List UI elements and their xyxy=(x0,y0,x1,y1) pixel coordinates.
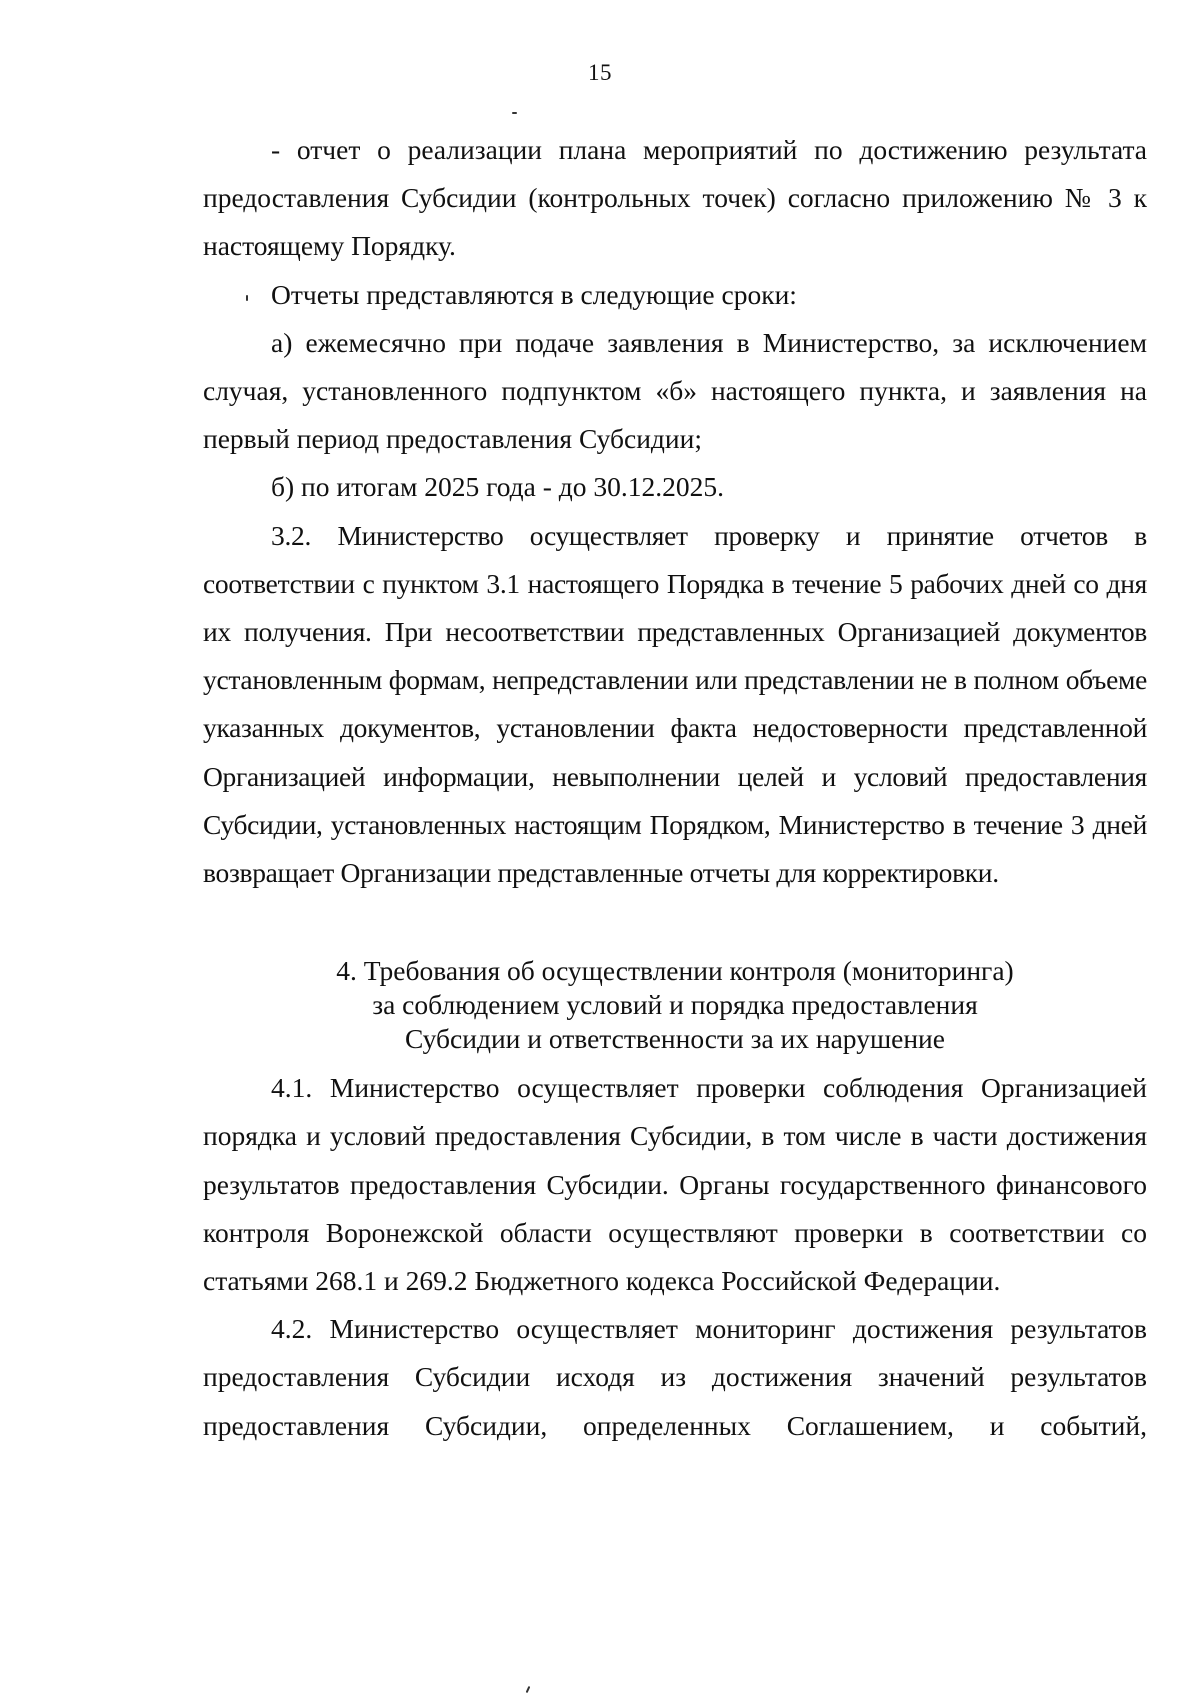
paragraph-deadline-a: а) ежемесячно при подаче заявления в Министерство, за исключением случая, установленного подпунктом «б» настоящего пункта, и заявления на первый период предоставления Субсидии; xyxy=(203,326,1147,455)
scan-speck xyxy=(512,112,517,114)
section-4-heading-line: Субсидии и ответственности за их нарушение xyxy=(405,1023,945,1055)
section-4-heading xyxy=(203,954,1147,1056)
paragraph-report-item: - отчет о реализации плана мероприятий по достижению результата предоставления Субсидии (контрольных точек) согласно приложению № 3 к настоящему Порядку. xyxy=(203,134,1147,262)
section-4-heading-line: за соблюдением условий и порядка предоставления xyxy=(372,989,978,1021)
paragraph-4-1: 4.1. Министерство осуществляет проверки соблюдения Организацией порядка и условий предоставления Субсидии, в том числе в части достижения результатов предоставления Субсидии. Органы государственного финансового контроля Воронежской области осуществляют проверки в соответствии со статьями 268.1 и 269.2 Бюджетного кодекса Российской Федерации. xyxy=(203,1072,1147,1297)
paragraph-4-2: 4.2. Министерство осуществляет мониторинг достижения результатов предоставления Субсидии исходя из достижения значений результатов предоставления Субсидии, определенных Соглашением, и событий, xyxy=(203,1313,1147,1441)
page-number: 15 xyxy=(588,60,612,85)
paragraph-deadline-b: б) по итогам 2025 года - до 30.12.2025. xyxy=(271,471,725,503)
paragraph-report-deadlines-intro: Отчеты представляются в следующие сроки: xyxy=(271,278,797,310)
section-4-heading-line: 4. Требования об осуществлении контроля (мониторинга) xyxy=(336,955,1014,987)
paragraph-3-2: 3.2. Министерство осуществляет проверку и принятие отчетов в соответствии с пунктом 3.1 настоящего Порядка в течение 5 рабочих дней со дня их получения. При несоответствии представленных Организацией документов установленным формам, непредставлении или представлении не в полном объеме указанных документов, установлении факта недостоверности представленной Организацией информации, невыполнении целей и условий предоставления Субсидии, установленных настоящим Порядком, Министерство в течение 3 дней возвращает Организации представленные отчеты для корректировки. xyxy=(203,519,1147,889)
document-body xyxy=(203,126,1147,1450)
scan-speck xyxy=(526,1686,531,1693)
